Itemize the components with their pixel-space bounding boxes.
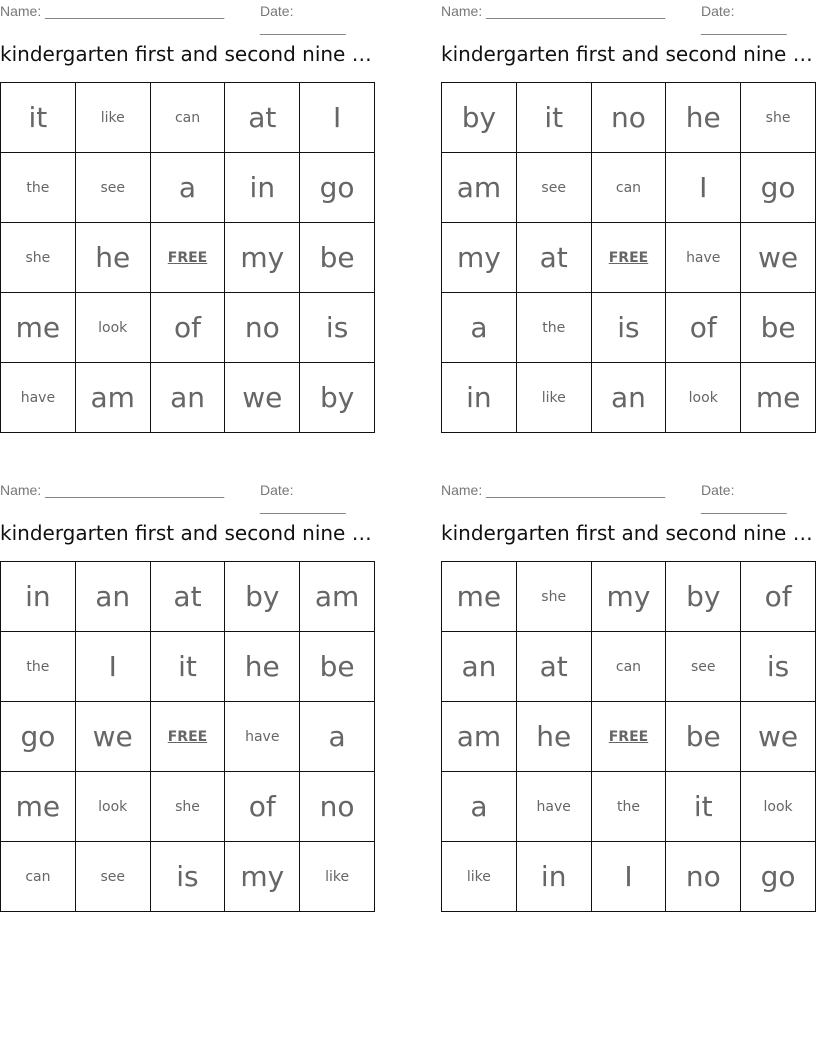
bingo-cell: of [666, 293, 741, 363]
grid-row [442, 702, 816, 772]
card-header [0, 479, 375, 514]
bingo-cell: we [741, 223, 816, 293]
bingo-cell: no [300, 772, 375, 842]
card-title: kindergarten first and second nine … [0, 42, 372, 66]
bingo-cell: in [442, 363, 517, 433]
bingo-cell: go [1, 702, 76, 772]
bingo-cell: be [300, 632, 375, 702]
card-header [441, 0, 816, 35]
name-field: Name: _______________________ [0, 3, 225, 19]
card-header [441, 479, 816, 514]
grid-row [1, 293, 375, 363]
card-header [0, 0, 375, 35]
date-field: Date: ___________ [260, 482, 346, 514]
bingo-cell: he [666, 83, 741, 153]
name-field: Name: _______________________ [0, 482, 225, 498]
bingo-cell: I [666, 153, 741, 223]
bingo-cell: my [591, 562, 666, 632]
bingo-cell: my [442, 223, 517, 293]
bingo-cell: have [225, 702, 300, 772]
bingo-cell: by [666, 562, 741, 632]
grid-row [1, 83, 375, 153]
bingo-grid [441, 561, 816, 912]
name-field: Name: _______________________ [441, 3, 666, 19]
bingo-cell: the [591, 772, 666, 842]
bingo-cell: look [75, 293, 150, 363]
bingo-cell: of [741, 562, 816, 632]
bingo-cell: a [300, 702, 375, 772]
grid-row [1, 632, 375, 702]
bingo-cell: it [1, 83, 76, 153]
bingo-card [441, 0, 816, 414]
bingo-card [441, 479, 816, 893]
free-space: FREE [591, 702, 666, 772]
grid-row [1, 153, 375, 223]
bingo-cell: is [300, 293, 375, 363]
bingo-cell: have [516, 772, 591, 842]
bingo-cell: he [225, 632, 300, 702]
bingo-cell: can [1, 842, 76, 912]
free-space: FREE [591, 223, 666, 293]
grid-row [442, 363, 816, 433]
bingo-cell: by [225, 562, 300, 632]
free-space: FREE [150, 702, 225, 772]
grid-row [442, 153, 816, 223]
grid-row [442, 842, 816, 912]
grid-row [442, 223, 816, 293]
bingo-cell: the [516, 293, 591, 363]
bingo-cell: in [1, 562, 76, 632]
bingo-cell: no [225, 293, 300, 363]
bingo-cell: my [225, 842, 300, 912]
name-field: Name: _______________________ [441, 482, 666, 498]
bingo-cell: of [150, 293, 225, 363]
bingo-cell: have [666, 223, 741, 293]
bingo-cell: she [516, 562, 591, 632]
bingo-cell: be [300, 223, 375, 293]
bingo-cell: me [1, 772, 76, 842]
bingo-cell: see [666, 632, 741, 702]
grid-row [1, 562, 375, 632]
bingo-card [0, 0, 375, 414]
bingo-cell: we [225, 363, 300, 433]
bingo-cell: I [300, 83, 375, 153]
card-title: kindergarten first and second nine … [441, 42, 813, 66]
bingo-grid [0, 561, 375, 912]
bingo-cell: no [591, 83, 666, 153]
bingo-cell: of [225, 772, 300, 842]
bingo-cell: is [150, 842, 225, 912]
bingo-cell: he [75, 223, 150, 293]
bingo-cell: me [442, 562, 517, 632]
bingo-cell: is [591, 293, 666, 363]
bingo-cell: by [300, 363, 375, 433]
bingo-cell: the [1, 153, 76, 223]
bingo-cell: an [442, 632, 517, 702]
bingo-cell: see [75, 153, 150, 223]
bingo-cell: can [591, 153, 666, 223]
bingo-cell: a [150, 153, 225, 223]
bingo-cell: she [741, 83, 816, 153]
bingo-cell: am [442, 153, 517, 223]
bingo-cell: the [1, 632, 76, 702]
grid-row [442, 562, 816, 632]
bingo-grid [441, 82, 816, 433]
bingo-cell: like [75, 83, 150, 153]
bingo-cell: go [300, 153, 375, 223]
bingo-cell: at [516, 223, 591, 293]
bingo-cell: an [75, 562, 150, 632]
grid-row [442, 83, 816, 153]
bingo-cell: am [75, 363, 150, 433]
free-space: FREE [150, 223, 225, 293]
bingo-cell: like [300, 842, 375, 912]
bingo-cell: she [150, 772, 225, 842]
grid-row [1, 772, 375, 842]
grid-row [1, 702, 375, 772]
bingo-cell: he [516, 702, 591, 772]
bingo-grid [0, 82, 375, 433]
bingo-cell: me [1, 293, 76, 363]
bingo-cell: can [150, 83, 225, 153]
bingo-cell: look [741, 772, 816, 842]
grid-row [1, 842, 375, 912]
bingo-cell: look [75, 772, 150, 842]
grid-row [1, 363, 375, 433]
bingo-cell: be [666, 702, 741, 772]
bingo-cell: an [591, 363, 666, 433]
card-title: kindergarten first and second nine … [441, 521, 813, 545]
date-field: Date: ___________ [701, 482, 787, 514]
bingo-cell: my [225, 223, 300, 293]
bingo-cell: go [741, 153, 816, 223]
bingo-cell: she [1, 223, 76, 293]
bingo-cell: see [75, 842, 150, 912]
bingo-cell: an [150, 363, 225, 433]
bingo-cell: I [591, 842, 666, 912]
bingo-cell: see [516, 153, 591, 223]
bingo-cell: I [75, 632, 150, 702]
bingo-cell: can [591, 632, 666, 702]
grid-row [442, 293, 816, 363]
bingo-cell: at [150, 562, 225, 632]
bingo-cell: look [666, 363, 741, 433]
bingo-cell: like [442, 842, 517, 912]
bingo-cell: am [300, 562, 375, 632]
bingo-cell: a [442, 293, 517, 363]
bingo-cell: like [516, 363, 591, 433]
bingo-cell: in [225, 153, 300, 223]
date-field: Date: ___________ [260, 3, 346, 35]
bingo-cell: it [516, 83, 591, 153]
bingo-cell: it [150, 632, 225, 702]
date-field: Date: ___________ [701, 3, 787, 35]
grid-row [442, 772, 816, 842]
bingo-cell: is [741, 632, 816, 702]
bingo-cell: by [442, 83, 517, 153]
bingo-cell: at [516, 632, 591, 702]
grid-row [1, 223, 375, 293]
bingo-cell: we [741, 702, 816, 772]
bingo-cell: a [442, 772, 517, 842]
bingo-cell: be [741, 293, 816, 363]
card-title: kindergarten first and second nine … [0, 521, 372, 545]
bingo-cell: am [442, 702, 517, 772]
bingo-cell: it [666, 772, 741, 842]
bingo-cell: we [75, 702, 150, 772]
bingo-cell: in [516, 842, 591, 912]
grid-row [442, 632, 816, 702]
bingo-cell: go [741, 842, 816, 912]
bingo-cell: no [666, 842, 741, 912]
bingo-cell: have [1, 363, 76, 433]
bingo-cell: me [741, 363, 816, 433]
bingo-cell: at [225, 83, 300, 153]
bingo-card [0, 479, 375, 893]
